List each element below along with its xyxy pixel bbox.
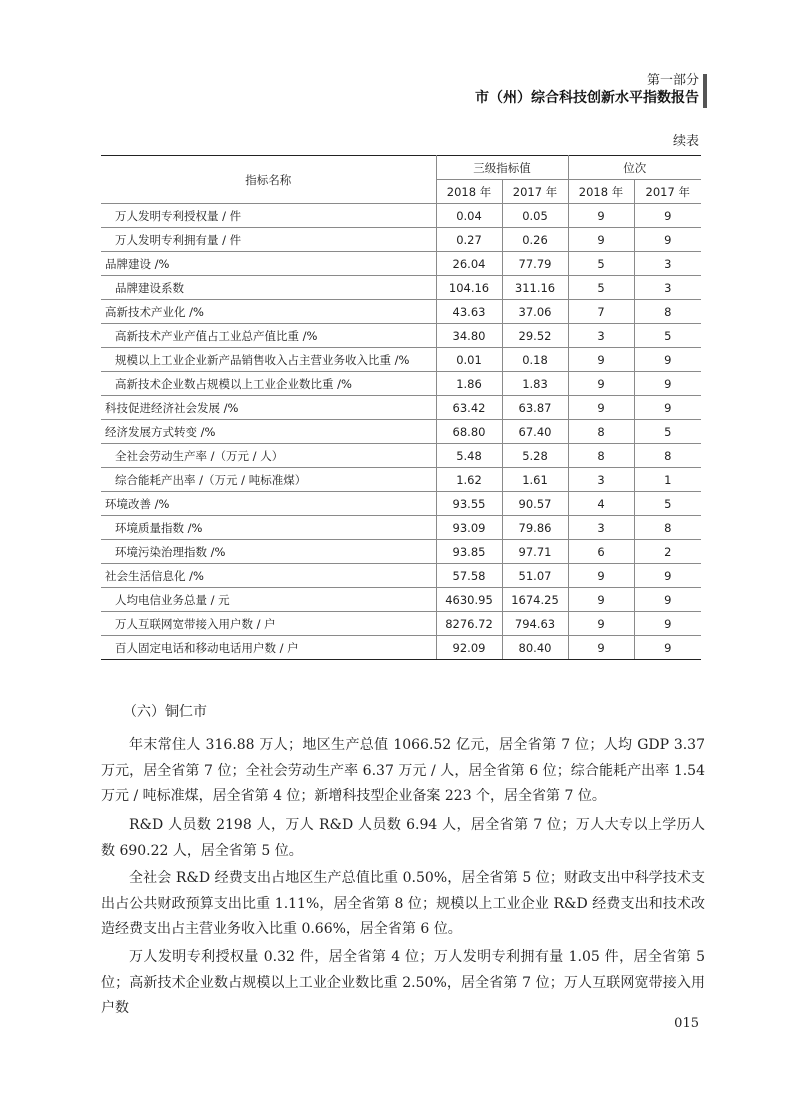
value-2018: 43.63 xyxy=(436,300,502,324)
continued-label: 续表 xyxy=(672,134,699,149)
table-row xyxy=(101,324,701,348)
rank-2017: 3 xyxy=(634,276,701,300)
rank-2018: 9 xyxy=(568,564,634,588)
value-2018: 92.09 xyxy=(436,636,502,660)
value-2017: 37.06 xyxy=(502,300,568,324)
value-2017: 29.52 xyxy=(502,324,568,348)
table-row xyxy=(101,204,701,228)
indicator-name: 人均电信业务总量 / 元 xyxy=(101,588,436,612)
rank-2018: 8 xyxy=(568,420,634,444)
table-row xyxy=(101,348,701,372)
table-row xyxy=(101,300,701,324)
value-2017: 794.63 xyxy=(502,612,568,636)
rank-2018: 9 xyxy=(568,636,634,660)
value-2018: 57.58 xyxy=(436,564,502,588)
indicator-name: 科技促进经济社会发展 /% xyxy=(101,396,436,420)
value-2018: 1.62 xyxy=(436,468,502,492)
rank-2017: 9 xyxy=(634,612,701,636)
header-rank-group: 位次 xyxy=(568,156,701,180)
rank-2018: 5 xyxy=(568,252,634,276)
table-row xyxy=(101,612,701,636)
table-row xyxy=(101,540,701,564)
value-2017: 97.71 xyxy=(502,540,568,564)
value-2018: 93.55 xyxy=(436,492,502,516)
page-number: 015 xyxy=(674,1016,699,1031)
rank-2017: 9 xyxy=(634,204,701,228)
rank-2017: 8 xyxy=(634,516,701,540)
rank-2018: 3 xyxy=(568,324,634,348)
indicator-name: 环境质量指数 /% xyxy=(101,516,436,540)
table-row xyxy=(101,444,701,468)
value-2017: 0.05 xyxy=(502,204,568,228)
header-value-2018: 2018 年 xyxy=(436,180,502,204)
table-row xyxy=(101,396,701,420)
value-2018: 1.86 xyxy=(436,372,502,396)
indicator-table xyxy=(101,155,701,660)
header-value-group: 三级指标值 xyxy=(436,156,568,180)
indicator-name: 品牌建设系数 xyxy=(101,276,436,300)
indicator-name: 高新技术企业数占规模以上工业企业数比重 /% xyxy=(101,372,436,396)
header-part: 第一部分 xyxy=(646,73,699,88)
header-indicator-name: 指标名称 xyxy=(101,156,436,204)
table-row xyxy=(101,564,701,588)
indicator-name: 环境污染治理指数 /% xyxy=(101,540,436,564)
rank-2017: 5 xyxy=(634,420,701,444)
indicator-name: 万人发明专利拥有量 / 件 xyxy=(101,228,436,252)
rank-2017: 9 xyxy=(634,588,701,612)
rank-2018: 4 xyxy=(568,492,634,516)
indicator-name: 全社会劳动生产率 /（万元 / 人） xyxy=(101,444,436,468)
value-2017: 311.16 xyxy=(502,276,568,300)
rank-2017: 5 xyxy=(634,324,701,348)
rank-2018: 9 xyxy=(568,588,634,612)
rank-2018: 7 xyxy=(568,300,634,324)
paragraph-2: R&D 人员数 2198 人，万人 R&D 人员数 6.94 人，居全省第 7 位；万人大专以上学历人数 690.22 人，居全省第 5 位。 xyxy=(101,817,705,859)
value-2018: 26.04 xyxy=(436,252,502,276)
rank-2018: 9 xyxy=(568,396,634,420)
header-rank-2017: 2017 年 xyxy=(634,180,701,204)
rank-2017: 2 xyxy=(634,540,701,564)
rank-2018: 6 xyxy=(568,540,634,564)
value-2018: 0.27 xyxy=(436,228,502,252)
indicator-name: 百人固定电话和移动电话用户数 / 户 xyxy=(101,636,436,660)
table-row xyxy=(101,420,701,444)
value-2018: 34.80 xyxy=(436,324,502,348)
indicator-name: 社会生活信息化 /% xyxy=(101,564,436,588)
value-2018: 0.04 xyxy=(436,204,502,228)
value-2018: 68.80 xyxy=(436,420,502,444)
value-2018: 93.85 xyxy=(436,540,502,564)
rank-2017: 9 xyxy=(634,372,701,396)
value-2017: 51.07 xyxy=(502,564,568,588)
value-2017: 1.83 xyxy=(502,372,568,396)
rank-2017: 8 xyxy=(634,444,701,468)
indicator-name: 万人互联网宽带接入用户数 / 户 xyxy=(101,612,436,636)
value-2017: 1.61 xyxy=(502,468,568,492)
value-2017: 1674.25 xyxy=(502,588,568,612)
value-2017: 0.26 xyxy=(502,228,568,252)
rank-2017: 9 xyxy=(634,348,701,372)
rank-2018: 9 xyxy=(568,204,634,228)
rank-2017: 9 xyxy=(634,228,701,252)
indicator-name: 高新技术产业产值占工业总产值比重 /% xyxy=(101,324,436,348)
rank-2017: 1 xyxy=(634,468,701,492)
running-header xyxy=(475,72,699,108)
value-2018: 5.48 xyxy=(436,444,502,468)
header-divider-bar xyxy=(703,74,707,108)
rank-2018: 3 xyxy=(568,468,634,492)
paragraph-4: 万人发明专利授权量 0.32 件，居全省第 4 位；万人发明专利拥有量 1.05 件，居全省第 5 位；高新技术企业数占规模以上工业企业数比重 2.50%，居全省第 7 位；万人互联网宽带接入用户数 xyxy=(101,949,705,1016)
value-2017: 90.57 xyxy=(502,492,568,516)
rank-2018: 9 xyxy=(568,612,634,636)
header-rank-2018: 2018 年 xyxy=(568,180,634,204)
rank-2018: 3 xyxy=(568,516,634,540)
table-row xyxy=(101,252,701,276)
value-2017: 0.18 xyxy=(502,348,568,372)
paragraph-1: 年末常住人 316.88 万人；地区生产总值 1066.52 亿元，居全省第 7 位；人均 GDP 3.37 万元，居全省第 7 位；全社会劳动生产率 6.37 万元 / 人，居全省第 6 位；综合能耗产出率 1.54 万元 / 吨标准煤，居全省第 4 位；新增科技型企业备案 223 个，居全省第 7 位。 xyxy=(101,737,705,804)
value-2018: 93.09 xyxy=(436,516,502,540)
indicator-name: 环境改善 /% xyxy=(101,492,436,516)
rank-2018: 9 xyxy=(568,372,634,396)
value-2017: 79.86 xyxy=(502,516,568,540)
value-2017: 63.87 xyxy=(502,396,568,420)
value-2018: 104.16 xyxy=(436,276,502,300)
rank-2017: 9 xyxy=(634,564,701,588)
indicator-name: 综合能耗产出率 /（万元 / 吨标准煤） xyxy=(101,468,436,492)
table-row xyxy=(101,516,701,540)
value-2017: 77.79 xyxy=(502,252,568,276)
indicator-name: 经济发展方式转变 /% xyxy=(101,420,436,444)
value-2018: 63.42 xyxy=(436,396,502,420)
table-row xyxy=(101,372,701,396)
section-title: （六）铜仁市 xyxy=(123,704,207,720)
indicator-name: 高新技术产业化 /% xyxy=(101,300,436,324)
value-2018: 0.01 xyxy=(436,348,502,372)
value-2017: 80.40 xyxy=(502,636,568,660)
table-row xyxy=(101,276,701,300)
rank-2018: 9 xyxy=(568,348,634,372)
table-row xyxy=(101,588,701,612)
rank-2018: 8 xyxy=(568,444,634,468)
table-row xyxy=(101,492,701,516)
indicator-name: 规模以上工业企业新产品销售收入占主营业务收入比重 /% xyxy=(101,348,436,372)
rank-2018: 9 xyxy=(568,228,634,252)
rank-2017: 9 xyxy=(634,636,701,660)
rank-2017: 3 xyxy=(634,252,701,276)
value-2017: 5.28 xyxy=(502,444,568,468)
indicator-name: 万人发明专利授权量 / 件 xyxy=(101,204,436,228)
table-row xyxy=(101,636,701,660)
rank-2017: 8 xyxy=(634,300,701,324)
table-row xyxy=(101,468,701,492)
rank-2018: 5 xyxy=(568,276,634,300)
header-value-2017: 2017 年 xyxy=(502,180,568,204)
header-title: 市（州）综合科技创新水平指数报告 xyxy=(475,90,699,106)
paragraph-3: 全社会 R&D 经费支出占地区生产总值比重 0.50%，居全省第 5 位；财政支出中科学技术支出占公共财政预算支出比重 1.11%，居全省第 8 位；规模以上工业企业 R&D 经费支出和技术改造经费支出占主营业务收入比重 0.66%，居全省第 6 位。 xyxy=(101,870,705,937)
value-2018: 4630.95 xyxy=(436,588,502,612)
indicator-name: 品牌建设 /% xyxy=(101,252,436,276)
table-row xyxy=(101,228,701,252)
value-2018: 8276.72 xyxy=(436,612,502,636)
value-2017: 67.40 xyxy=(502,420,568,444)
rank-2017: 9 xyxy=(634,396,701,420)
rank-2017: 5 xyxy=(634,492,701,516)
